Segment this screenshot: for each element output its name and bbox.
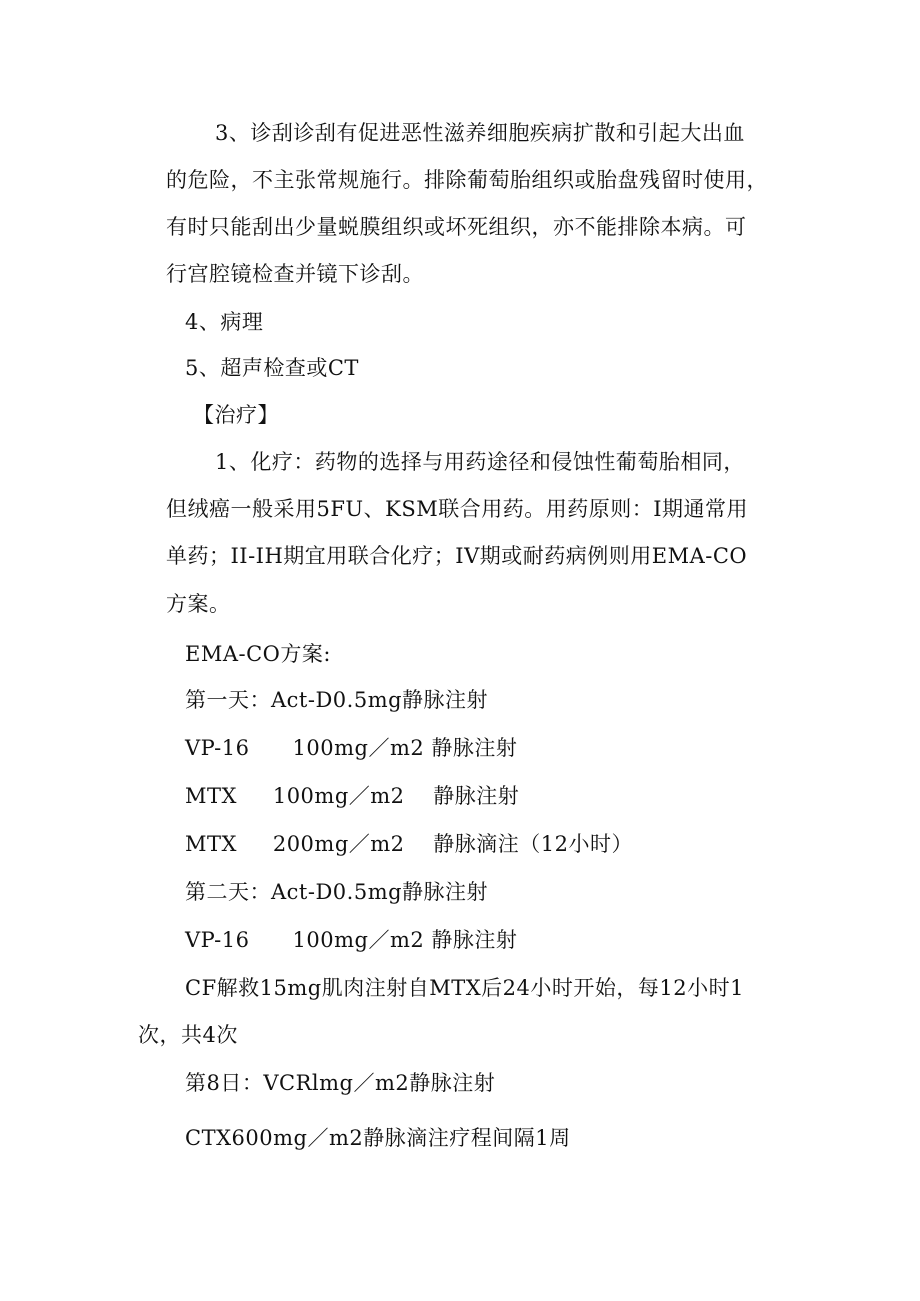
para-curettage-line-1: 3、诊刮诊刮有促进恶性滋养细胞疾病扩散和引起大出血 <box>215 121 745 145</box>
regimen-ctx: CTX600mg／m2静脉滴注疗程间隔1周 <box>185 1126 571 1150</box>
para-curettage-line-4: 行宫腔镜检查并镜下诊刮。 <box>166 262 424 286</box>
heading-treatment: 【治疗】 <box>193 403 279 427</box>
para-chemo-line-2: 但绒癌一般采用5FU、KSM联合用药。用药原则：I期通常用 <box>166 497 749 521</box>
regimen-day2-vp16: VP-16 100mg／m2 静脉注射 <box>185 928 518 952</box>
item-pathology: 4、病理 <box>185 310 264 334</box>
para-chemo-line-1: 1、化疗：药物的选择与用药途径和侵蚀性葡萄胎相同， <box>215 450 745 474</box>
regimen-mtx-1: MTX 100mg／m2 静脉注射 <box>185 784 520 808</box>
item-ultrasound-ct: 5、超声检查或CT <box>185 356 359 380</box>
regimen-cf-rescue-line-2: 次，共4次 <box>138 1023 238 1047</box>
regimen-title: EMA-CO方案: <box>185 642 331 666</box>
para-chemo-line-3: 单药；II-IH期宜用联合化疗；IV期或耐药病例则用EMA-CO <box>166 544 748 568</box>
regimen-day1-vp16: VP-16 100mg／m2 静脉注射 <box>185 736 518 760</box>
regimen-cf-rescue-line-1: CF解救15mg肌肉注射自MTX后24小时开始，每12小时1 <box>185 976 744 1000</box>
regimen-day1-act: 第一天：Act-D0.5mg静脉注射 <box>185 688 489 712</box>
para-chemo-line-4: 方案。 <box>166 592 231 616</box>
para-curettage-line-3: 有时只能刮出少量蜕膜组织或坏死组织，亦不能排除本病。可 <box>166 215 747 239</box>
regimen-mtx-2: MTX 200mg／m2 静脉滴注（12小时） <box>185 832 633 856</box>
para-curettage-line-2: 的危险，不主张常规施行。排除葡萄胎组织或胎盘残留时使用， <box>166 168 768 192</box>
regimen-day8-vcr: 第8日：VCRlmg／m2静脉注射 <box>185 1071 496 1095</box>
regimen-day2-act: 第二天：Act-D0.5mg静脉注射 <box>185 880 489 904</box>
